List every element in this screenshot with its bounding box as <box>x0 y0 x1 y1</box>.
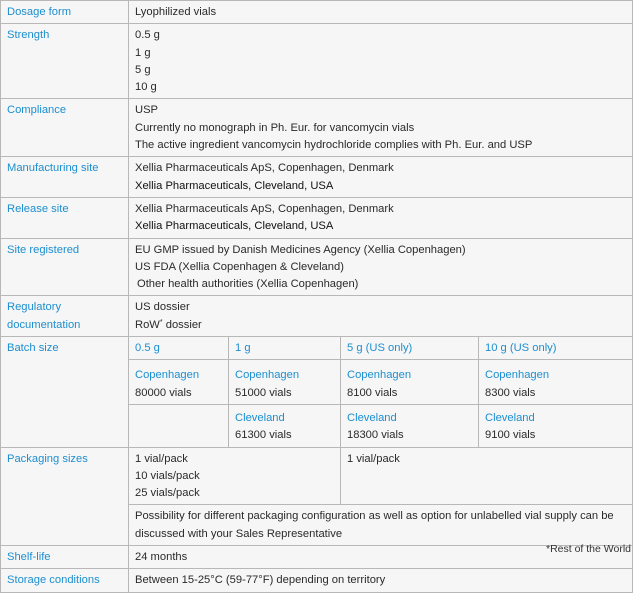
row-batch-size-header <box>1 337 633 360</box>
batch-value: 8100 vials <box>347 386 398 399</box>
site-name: Cleveland <box>235 411 285 424</box>
label-regulatory-documentation <box>1 296 129 337</box>
batch-header: 10 g (US only) <box>479 337 633 360</box>
site-name: Copenhagen <box>347 369 412 382</box>
batch-cell <box>479 360 633 405</box>
manufacturing-line: Xellia Pharmaceuticals, Cleveland, USA <box>135 179 334 192</box>
value-dosage-form: Lyophilized vials <box>129 1 633 24</box>
batch-value: 9100 vials <box>485 429 536 442</box>
batch-cell <box>341 360 479 405</box>
dossier-line: US dossier <box>135 301 190 314</box>
strength-item: 0.5 g <box>135 29 160 42</box>
registration-line: EU GMP issued by Danish Medicines Agency (Xellia Copenhagen) <box>135 243 466 256</box>
label-strength: Strength <box>1 24 129 99</box>
packaging-note: Possibility for different packaging configuration as well as option for unlabelled vial supply can be discussed with your Sales Representative <box>129 505 633 546</box>
row-dosage-form <box>1 1 633 24</box>
pack-size: 10 vials/pack <box>135 469 200 482</box>
strength-item: 5 g <box>135 63 151 76</box>
pack-size: 1 vial/pack <box>347 452 400 465</box>
packaging-left <box>129 447 341 505</box>
site-name: Cleveland <box>347 411 397 424</box>
site-name: Cleveland <box>485 411 535 424</box>
batch-value: 51000 vials <box>235 386 292 399</box>
row-shelf-life <box>1 546 633 569</box>
batch-value: 8300 vials <box>485 386 536 399</box>
dossier-line <box>135 317 626 334</box>
registration-line: US FDA (Xellia Copenhagen & Cleveland) <box>135 260 344 273</box>
label-shelf-life: Shelf-life <box>1 546 129 569</box>
value-manufacturing-site <box>129 157 633 198</box>
batch-header: 1 g <box>229 337 341 360</box>
packaging-right <box>341 447 633 505</box>
row-release-site <box>1 197 633 238</box>
dossier-prefix: RoW <box>135 318 160 331</box>
row-storage <box>1 569 633 592</box>
row-regulatory-documentation <box>1 296 633 337</box>
dossier-suffix: dossier <box>162 318 202 331</box>
label-release-site: Release site <box>1 197 129 238</box>
label-compliance: Compliance <box>1 99 129 157</box>
label-packaging: Packaging sizes <box>1 447 129 545</box>
batch-value: 18300 vials <box>347 429 404 442</box>
row-packaging <box>1 447 633 505</box>
batch-cell <box>229 360 341 405</box>
label-manufacturing-site: Manufacturing site <box>1 157 129 198</box>
batch-cell <box>341 404 479 447</box>
footnote-marker: * <box>159 318 163 326</box>
row-manufacturing-site <box>1 157 633 198</box>
label-batch-size: Batch size <box>1 337 129 447</box>
value-storage: Between 15-25°C (59-77°F) depending on territory <box>129 569 633 592</box>
pack-size: 25 vials/pack <box>135 487 200 500</box>
site-name: Copenhagen <box>135 369 200 382</box>
strength-item: 1 g <box>135 46 151 59</box>
pack-size: 1 vial/pack <box>135 452 188 465</box>
batch-header: 0.5 g <box>129 337 229 360</box>
registration-line: Other health authorities (Xellia Copenhagen) <box>137 278 359 291</box>
value-release-site <box>129 197 633 238</box>
batch-cell <box>129 360 229 405</box>
batch-cell <box>229 404 341 447</box>
value-strength <box>129 24 633 99</box>
compliance-line: USP <box>135 104 159 117</box>
batch-cell <box>479 404 633 447</box>
batch-cell-empty <box>129 404 229 447</box>
batch-value: 61300 vials <box>235 429 292 442</box>
label-storage: Storage conditions <box>1 569 129 592</box>
value-regulatory-documentation <box>129 296 633 337</box>
strength-item: 10 g <box>135 81 157 94</box>
footnote: *Rest of the World <box>545 543 631 555</box>
label-dosage-form: Dosage form <box>1 1 129 24</box>
label-site-registered: Site registered <box>1 238 129 296</box>
site-name: Copenhagen <box>485 369 550 382</box>
value-site-registered <box>129 238 633 296</box>
row-compliance <box>1 99 633 157</box>
label-line: documentation <box>7 318 81 331</box>
release-line: Xellia Pharmaceuticals ApS, Copenhagen, Denmark <box>135 202 394 215</box>
compliance-line: The active ingredient vancomycin hydrochloride complies with Ph. Eur. and USP <box>135 139 533 152</box>
site-name: Copenhagen <box>235 369 300 382</box>
batch-value: 80000 vials <box>135 386 192 399</box>
release-line: Xellia Pharmaceuticals, Cleveland, USA <box>135 220 334 233</box>
label-line: Regulatory <box>7 301 62 314</box>
manufacturing-line: Xellia Pharmaceuticals ApS, Copenhagen, Denmark <box>135 162 394 175</box>
row-site-registered <box>1 238 633 296</box>
value-compliance <box>129 99 633 157</box>
row-strength <box>1 24 633 99</box>
compliance-line: Currently no monograph in Ph. Eur. for vancomycin vials <box>135 121 415 134</box>
value-shelf-life: 24 months <box>129 546 633 569</box>
batch-header: 5 g (US only) <box>341 337 479 360</box>
